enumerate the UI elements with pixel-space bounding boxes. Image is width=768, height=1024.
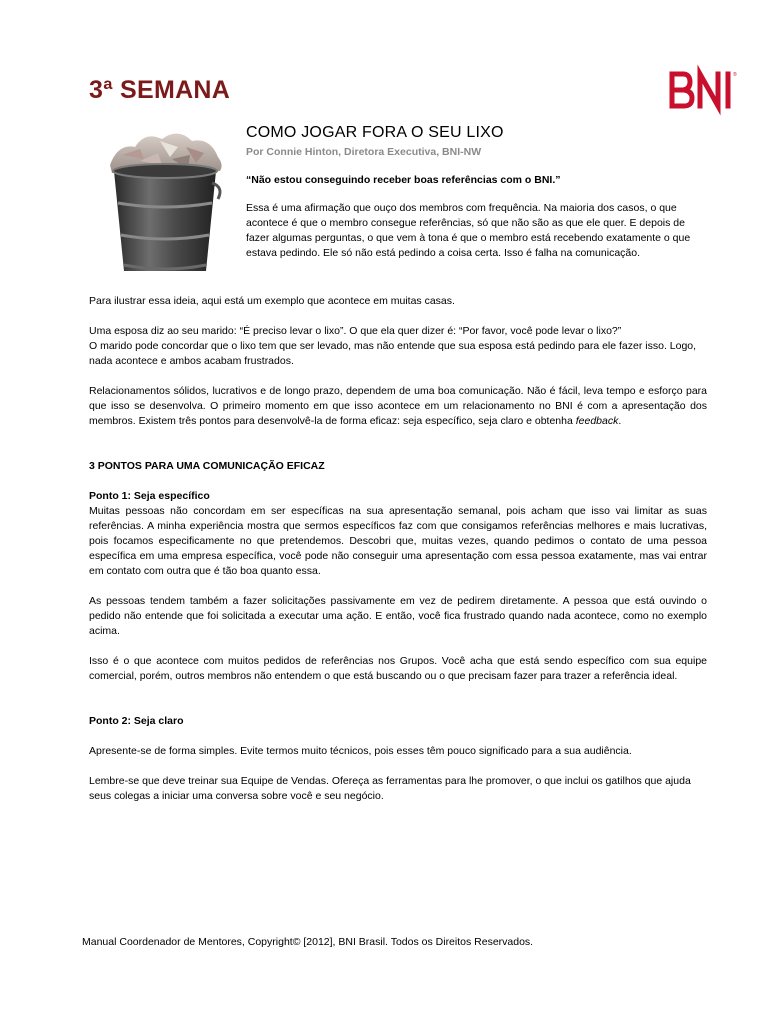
article-header <box>246 124 708 261</box>
intro-paragraph: Essa é uma afirmação que ouço dos membros com frequência. Na maioria dos casos, o que acontece é que o membro consegue referências, só que não são as que ele quer. E depois de fazer algumas perguntas, o que vem à tona é que o membro está recebendo exatamente o que estava pedindo. Ele só não está pedindo a coisa certa. Isso é falha na comunicação. <box>246 202 691 259</box>
relationships-end: . <box>618 415 622 427</box>
point1-paragraph-1: Muitas pessoas não concordam em ser específicas na sua apresentação semanal, pois acham que isso vai limitar as suas referências. A minha experiência mostra que sermos específicos faz com que consigamos referências melhores e mais lucrativas, pois focamos especificamente no que pretendemos. Descobri que, muitas vezes, quando pedimos o contato de uma pessoa específica em uma empresa específica, você pode não conseguir uma apresentação com essa pessoa exatamente, mas vai entrar em contato com outra que é tão boa quanto essa. <box>89 505 707 577</box>
article-body <box>89 294 707 819</box>
footer-copyright: Manual Coordenador de Mentores, Copyright© [2012], BNI Brasil. Todos os Direitos Reservados. <box>82 936 534 948</box>
point1-paragraph-2: As pessoas tendem também a fazer solicitações passivamente em vez de pedirem diretamente. A pessoa que está ouvindo o pedido não entende que foi solicitada a executar uma ação. E então, você fica frustrado quando nada acontece, como no exemplo acima. <box>89 595 707 637</box>
point2-paragraph-1: Apresente-se de forma simples. Evite termos muito técnicos, pois esses têm pouco significado para a sua audiência. <box>89 745 632 757</box>
point2-paragraph-2: Lembre-se que deve treinar sua Equipe de Vendas. Ofereça as ferramentas para lhe promover, o que inclui os gatilhos que ajuda seus colegas a iniciar uma conversa sobre você e seu negócio. <box>89 775 691 802</box>
point2-title: Ponto 2: Seja claro <box>89 715 184 727</box>
article-title: COMO JOGAR FORA O SEU LIXO <box>246 124 504 141</box>
paragraph-wife-quote: Uma esposa diz ao seu marido: “É preciso levar o lixo”. O que ela quer dizer é: “Por favor, você pode levar o lixo?” <box>89 325 622 337</box>
trash-can-photo-icon <box>100 125 230 277</box>
paragraph-husband: O marido pode concordar que o lixo tem que ser levado, mas não entende que sua esposa está pedindo para ele fazer isso. Logo, nada acontece e ambos acabam frustrados. <box>89 340 697 367</box>
article-quote: “Não estou conseguindo receber boas referências com o BNI.” <box>246 174 561 186</box>
section-title: 3 PONTOS PARA UMA COMUNICAÇÃO EFICAZ <box>89 460 325 472</box>
feedback-word: feedback <box>575 415 619 427</box>
point1-paragraph-3: Isso é o que acontece com muitos pedidos de referências nos Grupos. Você acha que está sendo específico com sua equipe comercial, porém, outros membros não entendem o que está buscando ou o que precisam fazer para trazer a referência ideal. <box>89 655 707 682</box>
bni-logo-icon <box>652 60 762 120</box>
relationships-text: Relacionamentos sólidos, lucrativos e de longo prazo, dependem de uma boa comunicação. Não é fácil, leva tempo e esforço para que isso se desenvolva. O primeiro momento em que isso acontece em um relacionamento no BNI é com a apresentação dos membros. Existem três pontos para desenvolvê-la de forma eficaz: seja específico, seja claro e obtenha <box>89 385 707 427</box>
paragraph-relationships <box>89 384 707 429</box>
svg-text:®: ® <box>733 72 737 78</box>
article-byline: Por Connie Hinton, Diretora Executiva, BNI-NW <box>246 146 482 158</box>
paragraph-illustration: Para ilustrar essa ideia, aqui está um exemplo que acontece em muitas casas. <box>89 295 455 307</box>
week-title: 3ª SEMANA <box>89 76 231 104</box>
point1-title: Ponto 1: Seja específico <box>89 490 210 502</box>
